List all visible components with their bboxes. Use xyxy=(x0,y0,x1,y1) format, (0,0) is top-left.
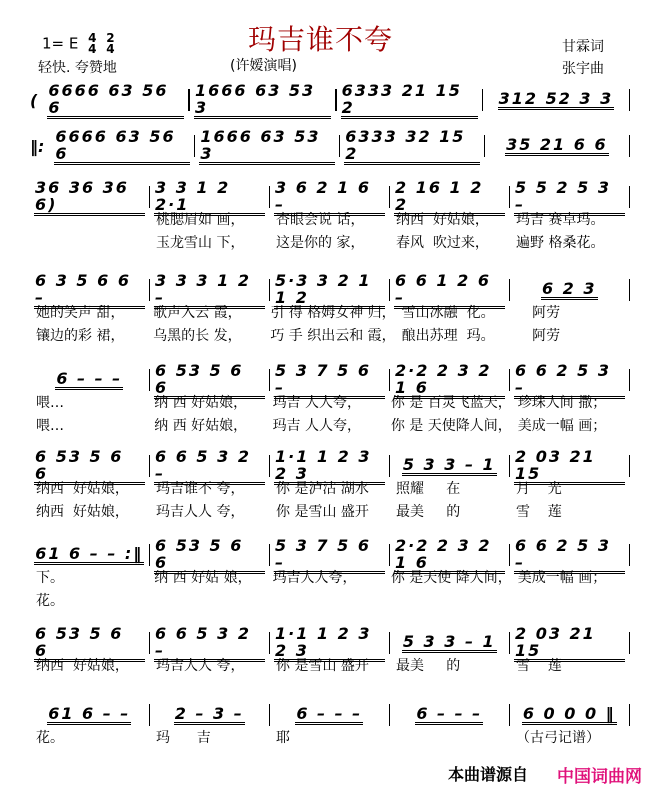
measure-notes: 35 21 6 6 xyxy=(506,135,608,154)
measure xyxy=(485,136,628,156)
lyric-segment: 花。 xyxy=(36,730,64,746)
lyric-segment: 春风 吹过来， xyxy=(396,235,489,251)
measure xyxy=(43,82,188,119)
system-prefix: ‖: xyxy=(30,136,45,156)
barline xyxy=(629,279,631,301)
measure-notes: 6 2 3 xyxy=(541,279,597,298)
lyric-segment xyxy=(30,232,150,255)
measure-notes: 6 0 0 0 ‖ xyxy=(522,704,616,723)
measure-notes: 5 3 7 5 6 – xyxy=(274,362,385,399)
lyrics-line-1 xyxy=(30,478,630,501)
notes-line xyxy=(30,703,630,727)
barline xyxy=(629,632,631,654)
lyric-segment: 你 是天使 降人间， xyxy=(390,570,512,586)
lyric-segment: 纳西 好姑娘， xyxy=(396,212,489,228)
measure-notes: 6 3 5 6 6 – xyxy=(34,272,145,309)
lyric-segment: 纳西 好姑娘， xyxy=(36,481,129,497)
lyric-segment: 玛吉人人 夸， xyxy=(156,504,245,520)
ts-bottom: 4 xyxy=(106,42,115,56)
measure xyxy=(190,82,335,119)
measure xyxy=(195,128,338,165)
lyric-segment: 月 光 xyxy=(516,481,562,497)
notes-line xyxy=(30,535,630,572)
lyric-segment: 你 是雪山 盛开 xyxy=(276,504,369,520)
measure-notes: 3 6 2 1 6 – xyxy=(274,179,385,216)
lyric-segment xyxy=(390,727,510,750)
lyric-segment xyxy=(30,209,150,232)
lyric-segment xyxy=(150,590,270,613)
key-signature xyxy=(42,33,115,55)
lyric-segment: 玛 吉 xyxy=(156,730,211,746)
staff-system xyxy=(30,535,630,613)
lyric-segment: 歌声入云 霞， xyxy=(153,305,242,321)
lyric-segment: 喂… xyxy=(36,418,64,434)
measure-notes: 6 – – – xyxy=(296,704,363,723)
measure-notes: 61 6 – – :‖ xyxy=(35,544,144,563)
notes-line xyxy=(30,446,630,483)
measure-notes: 6666 63 56 6 xyxy=(54,128,189,165)
lyrics-line-1 xyxy=(30,302,630,325)
lyric-segment: 这是你的 家， xyxy=(276,235,365,251)
lyric-segment: 雪 莲 xyxy=(516,658,562,674)
barline xyxy=(629,135,631,157)
measure-notes: 2 – 3 – xyxy=(174,704,244,723)
measure xyxy=(340,128,483,165)
time-signature-4-4 xyxy=(88,33,96,55)
staff-system xyxy=(30,177,630,255)
measure-notes: 5 3 7 5 6 – xyxy=(274,537,385,574)
notes-line xyxy=(30,360,630,397)
lyrics-line-2 xyxy=(30,325,630,348)
measure xyxy=(30,705,149,725)
time-signature-2-4 xyxy=(106,33,114,55)
lyric-segment: 镶边的彩 裙， xyxy=(36,328,125,344)
measure-notes: 1·1 1 2 3 2 3 xyxy=(274,448,385,485)
measure xyxy=(50,128,193,165)
measure-notes: 6 – – – xyxy=(416,704,483,723)
notes-line xyxy=(30,177,630,214)
measure-notes: 6 53 5 6 6 xyxy=(154,537,265,574)
staff-system xyxy=(30,360,630,438)
lyrics-line-1 xyxy=(30,209,630,232)
lyric-segment: 阿劳 xyxy=(518,305,561,321)
lyric-segment: 最美 的 xyxy=(396,658,461,674)
lyric-segment: 玛吉 人人夸， xyxy=(272,418,362,434)
measure-notes: 6 – – – xyxy=(56,369,123,388)
notes-line xyxy=(30,126,630,163)
measure xyxy=(390,456,509,476)
lyrics-line-2 xyxy=(30,501,630,524)
lyric-segment: 纳西 好姑娘， xyxy=(36,504,129,520)
lyric-segment: （古弓记谱） xyxy=(516,730,600,746)
lyrics-line-1 xyxy=(30,727,630,750)
measure-notes: 36 36 36 6) xyxy=(34,179,145,216)
tempo-marking: 轻快. 夸赞地 xyxy=(38,60,117,76)
ts-bottom: 4 xyxy=(88,42,97,56)
lyric-segment: 耶 xyxy=(276,730,290,746)
key-label: 1= E xyxy=(42,34,79,53)
staff-system xyxy=(30,126,630,163)
measure xyxy=(483,90,628,110)
lyricist: 甘霖词 xyxy=(562,39,604,55)
notes-line xyxy=(30,270,630,307)
lyrics-line-1 xyxy=(30,392,630,415)
staff-system xyxy=(30,623,630,678)
measure xyxy=(510,280,629,300)
notes-line xyxy=(30,623,630,660)
lyric-segment: 乌黑的长 发， xyxy=(153,328,242,344)
measure-notes: 6666 63 56 6 xyxy=(47,82,184,119)
measure-notes: 5 3 3 – 1 xyxy=(402,455,496,474)
lyrics-line-2 xyxy=(30,415,630,438)
lyric-segment: 你 是 天使降人间， xyxy=(390,418,512,434)
barline xyxy=(629,369,631,391)
measure xyxy=(510,705,629,725)
barline xyxy=(629,544,631,566)
measure xyxy=(390,705,509,725)
measure xyxy=(337,82,482,119)
system-prefix: ( xyxy=(30,90,38,110)
source-label: 本曲谱源自 xyxy=(448,765,529,784)
measure-notes: 6 6 2 5 3 – xyxy=(514,362,625,399)
staff-system xyxy=(30,703,630,750)
lyric-segment xyxy=(510,590,630,613)
lyric-segment: 阿劳 xyxy=(518,328,561,344)
measure-notes: 2 03 21 15 xyxy=(514,625,625,662)
measure-notes: 61 6 – – xyxy=(48,704,131,723)
lyric-segment: 雪 莲 xyxy=(516,504,562,520)
lyric-segment: 照耀 在 xyxy=(396,481,461,497)
measure xyxy=(30,545,149,565)
lyric-segment: 喂… xyxy=(36,395,64,411)
measure xyxy=(30,370,149,390)
measure xyxy=(150,705,269,725)
lyric-segment: 玛吉人人 夸， xyxy=(156,658,245,674)
lyric-segment: 遍野 格桑花。 xyxy=(516,235,605,251)
lyrics-line-1 xyxy=(30,567,630,590)
lyric-segment: 玛吉 赛卓玛。 xyxy=(516,212,605,228)
measure-notes: 1666 63 53 3 xyxy=(194,82,331,119)
composer: 张宇曲 xyxy=(562,61,604,77)
lyrics-line-2 xyxy=(30,232,630,255)
ts-top: 2 xyxy=(106,31,115,45)
lyric-segment: 玛吉 人人夸， xyxy=(272,395,362,411)
measure-notes: 5 3 3 – 1 xyxy=(402,632,496,651)
lyric-segment: 你 是雪山 盛开 xyxy=(276,658,369,674)
lyrics-line-2 xyxy=(30,590,630,613)
lyric-segment: 玛吉谁不 夸， xyxy=(156,481,245,497)
measure-notes: 2·2 2 3 2 1 6 xyxy=(394,537,505,574)
lyrics-line-1 xyxy=(30,655,630,678)
measure-notes: 6 6 2 5 3 – xyxy=(514,537,625,574)
lyric-segment: 纳西 好姑娘， xyxy=(36,658,129,674)
song-title: 玛吉谁不夸 xyxy=(248,23,394,56)
measure-notes: 6 53 5 6 6 xyxy=(34,625,145,662)
lyric-segment: 花。 xyxy=(36,593,64,609)
lyric-segment: 酿出苏理 玛。 xyxy=(401,328,495,344)
lyric-segment xyxy=(390,590,510,613)
site-name-link[interactable]: 中国词曲网 xyxy=(557,767,642,785)
lyric-segment: 美成一幅 画； xyxy=(517,418,607,434)
measure-notes: 6333 21 15 2 xyxy=(341,82,478,119)
measure-notes: 5·3 3 2 1 1 2 xyxy=(274,272,385,309)
measure-notes: 1·1 1 2 3 2 3 xyxy=(274,625,385,662)
lyric-segment: 美成一幅 画； xyxy=(517,570,607,586)
barline xyxy=(629,186,631,208)
measure-notes: 6333 32 15 2 xyxy=(344,128,479,165)
lyric-segment: 引 得 格姆女神 归， xyxy=(270,305,396,321)
measure xyxy=(390,633,509,653)
measure-notes: 6 53 5 6 6 xyxy=(34,448,145,485)
performer: (许嫒演唱) xyxy=(230,58,297,74)
lyric-segment: 纳 西 好姑娘， xyxy=(154,418,248,434)
lyric-segment: 纳 西 好姑娘， xyxy=(154,395,248,411)
measure-notes: 6 6 5 3 2 – xyxy=(154,625,265,662)
lyric-segment: 玉龙雪山 下， xyxy=(156,235,245,251)
lyric-segment xyxy=(270,590,390,613)
notes-line xyxy=(30,80,630,117)
barline xyxy=(629,704,631,726)
lyric-segment: 杏眼会说 话， xyxy=(276,212,365,228)
measure-notes: 1666 63 53 3 xyxy=(199,128,334,165)
measure-notes: 5 5 2 5 3 – xyxy=(514,179,625,216)
measure-notes: 6 6 1 2 6 – xyxy=(394,272,505,309)
lyric-segment: 纳 西 好姑 娘， xyxy=(154,570,252,586)
lyric-segment: 你 是泸沽 湖水 xyxy=(276,481,369,497)
measure-notes: 6 6 5 3 2 – xyxy=(154,448,265,485)
lyric-segment: 她的笑声 甜， xyxy=(36,305,125,321)
measure-notes: 3 3 1 2 2·1 xyxy=(154,179,265,216)
measure xyxy=(270,705,389,725)
lyric-segment: 你 是 百灵飞蓝天， xyxy=(390,395,512,411)
lyric-segment: 珍珠人间 撒； xyxy=(517,395,607,411)
lyric-segment: 玛吉人人夸， xyxy=(272,570,357,586)
lyric-segment: 最美 的 xyxy=(396,504,461,520)
measure-notes: 6 53 5 6 6 xyxy=(154,362,265,399)
barline xyxy=(629,455,631,477)
measure-notes: 2 03 21 15 xyxy=(514,448,625,485)
ts-top: 4 xyxy=(88,31,97,45)
measure-notes: 312 52 3 3 xyxy=(498,89,614,108)
measure-notes: 3 3 3 1 2 – xyxy=(154,272,265,309)
lyric-segment: 桃腮眉如 画， xyxy=(156,212,245,228)
lyric-segment: 巧 手 织出云和 霞， xyxy=(270,328,396,344)
barline xyxy=(629,89,631,111)
measure-notes: 2 16 1 2 2 xyxy=(394,179,505,216)
staff-system xyxy=(30,446,630,524)
lyric-segment: 雪山冰融 化。 xyxy=(401,305,495,321)
staff-system xyxy=(30,270,630,348)
lyric-segment: 下。 xyxy=(36,570,64,586)
measure-notes: 2·2 2 3 2 1 6 xyxy=(394,362,505,399)
staff-system xyxy=(30,80,630,117)
